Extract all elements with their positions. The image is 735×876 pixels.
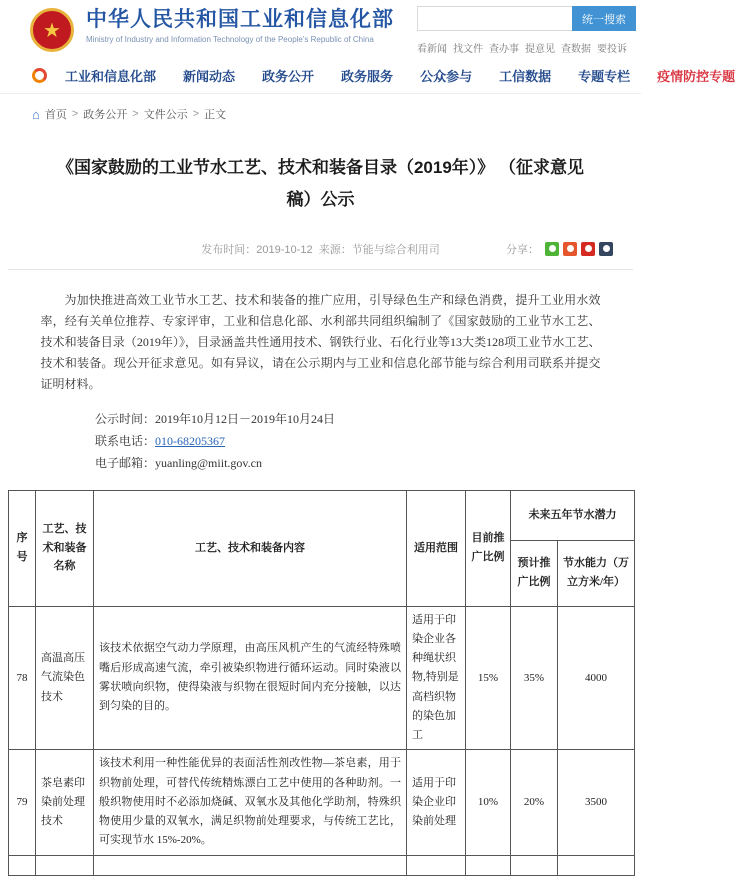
quick-link-complaints[interactable]: 要投诉 [597,44,627,55]
emblem-star: ★ [43,19,61,42]
row-content: 该技术依据空气动力学原理，由高压风机产生的气流经特殊喷嘴后形成高速气流，牵引被染织物进行循环运动。同时染液以雾状喷向织物，使得染液与织物在很短时间内充分接触，以达到匀染的目的。 [94,606,407,750]
email-label: 电子邮箱： [95,455,156,470]
meta-divider [8,269,633,270]
wechat-share-icon[interactable] [545,242,559,256]
row-scope: 适用于印染企业各种绳状织物,特别是高档织物的染色加工 [407,606,466,750]
row-expected-ratio: 35% [511,606,558,750]
notice-period-label: 公示时间： [95,411,156,426]
nav-item-gov-disclosure[interactable]: 政务公开 [262,69,315,84]
source-label: 来源： [318,243,352,256]
quick-link-files[interactable]: 找文件 [453,44,483,55]
breadcrumb-separator: > [132,108,139,120]
site-header [0,0,641,58]
national-emblem-icon [30,8,74,52]
publish-date: 2019-10-12 [256,243,313,256]
row-capacity: 3500 [558,750,635,855]
nav-item-industry-data[interactable]: 工信数据 [499,69,552,84]
breadcrumb-home[interactable]: 首页 [44,109,67,121]
article-meta [0,241,641,259]
miit-swirl-logo-icon [32,68,47,83]
nav-item-news[interactable]: 新闻动态 [183,69,236,84]
share-box [506,241,613,257]
breadcrumb-current: 正文 [204,109,227,121]
row-content: 该技术利用一种性能优异的表面活性剂改性物—茶皂素，用于织物前处理，可替代传统精炼漂白工艺中使用的各种助剂。一般织物使用时不必添加烧碱、双氧水及其他化学助剂，特殊织物使用少量的双氧水，满足织物前处理要求，与传统工艺比，可实现节水 15%-20%。 [94,750,407,855]
col-header-name: 工艺、技术和装备名称 [36,490,94,606]
row-current-ratio: 10% [466,750,511,855]
breadcrumb-gov-disclosure[interactable]: 政务公开 [83,109,128,121]
publish-time-label: 发布时间： [201,243,257,256]
col-header-content: 工艺、技术和装备内容 [94,490,407,606]
ministry-brand [86,6,417,44]
table-row [9,750,635,855]
row-name: 高温高压气流染色技术 [36,606,94,750]
row-no: 78 [9,606,36,750]
row-expected-ratio: 20% [511,750,558,855]
nav-item-ministry[interactable]: 工业和信息化部 [65,69,157,84]
table-row-partial [9,855,635,875]
breadcrumb-separator: > [192,108,200,120]
qq-share-icon[interactable] [599,242,613,256]
unified-search-button[interactable]: 统一搜索 [572,6,636,31]
quick-link-services[interactable]: 查办事 [489,44,519,55]
breadcrumb-separator: > [71,108,79,120]
email-value: yuanling@miit.gov.cn [155,455,262,470]
phone-label: 联系电话： [95,433,156,448]
quick-links [417,40,627,55]
row-scope: 适用于印染企业印染前处理 [407,750,466,855]
col-header-five-year-potential: 未来五年节水潜力 [511,490,635,540]
ministry-name-cn: 中华人民共和国工业和信息化部 [86,8,394,31]
quick-link-news[interactable]: 看新闻 [417,44,447,55]
row-capacity: 4000 [558,606,635,750]
article-body [41,290,601,395]
main-nav [0,58,735,94]
weibo-share-icon[interactable] [563,242,577,256]
row-name: 茶皂素印染前处理技术 [36,750,94,855]
source-value: 节能与综合利用司 [351,243,440,256]
phone-link[interactable]: 010-68205367 [155,433,226,448]
search-input[interactable] [417,6,572,31]
breadcrumb-file-notice[interactable]: 文件公示 [143,109,188,121]
table-row [9,606,635,750]
share-label: 分享： [506,243,539,256]
header-search-area [417,6,627,55]
nav-item-gov-services[interactable]: 政务服务 [341,69,394,84]
quick-link-data[interactable]: 查数据 [561,44,591,55]
col-header-no: 序号 [9,490,36,606]
contact-block [95,409,641,474]
ministry-name-en: Ministry of Industry and Information Technology of the People's Republic of China [86,35,374,45]
notice-period-value: 2019年10月12日－2019年10月24日 [155,411,336,426]
quick-link-suggestions[interactable]: 提意见 [525,44,555,55]
lead-paragraph: 为加快推进高效工业节水工艺、技术和装备的推广应用，引导绿色生产和绿色消费，提升工业用水效率，经有关单位推荐、专家评审，工业和信息化部、水利部共同组织编制了《国家鼓励的工业节水工艺、技术和装备目录（2019年）》，目录涵盖共性通用技术、钢铁行业、石化行业等13大类128项工业节水工艺、技术和装备。现公开征求意见。如有异议，请在公示期内与工业和信息化部节能与综合利用司联系并提交证明材料。 [40,292,601,391]
nav-item-epidemic-special[interactable]: 疫情防控专题 [657,69,735,84]
col-header-capacity: 节水能力（万立方米/年） [558,540,635,606]
col-header-current-ratio: 目前推广比例 [466,490,511,606]
renren-share-icon[interactable] [581,242,595,256]
breadcrumb [0,94,641,122]
row-no: 79 [9,750,36,855]
nav-item-public-participation[interactable]: 公众参与 [420,69,473,84]
home-icon: ⌂ [32,106,40,122]
water-saving-catalog-table [8,490,635,876]
col-header-expected-ratio: 预计推广比例 [511,540,558,606]
col-header-scope: 适用范围 [407,490,466,606]
row-current-ratio: 15% [466,606,511,750]
nav-item-special-columns[interactable]: 专题专栏 [578,69,631,84]
article-title: 《国家鼓励的工业节水工艺、技术和装备目录（2019年）》 （征求意见稿）公示 [56,158,585,210]
